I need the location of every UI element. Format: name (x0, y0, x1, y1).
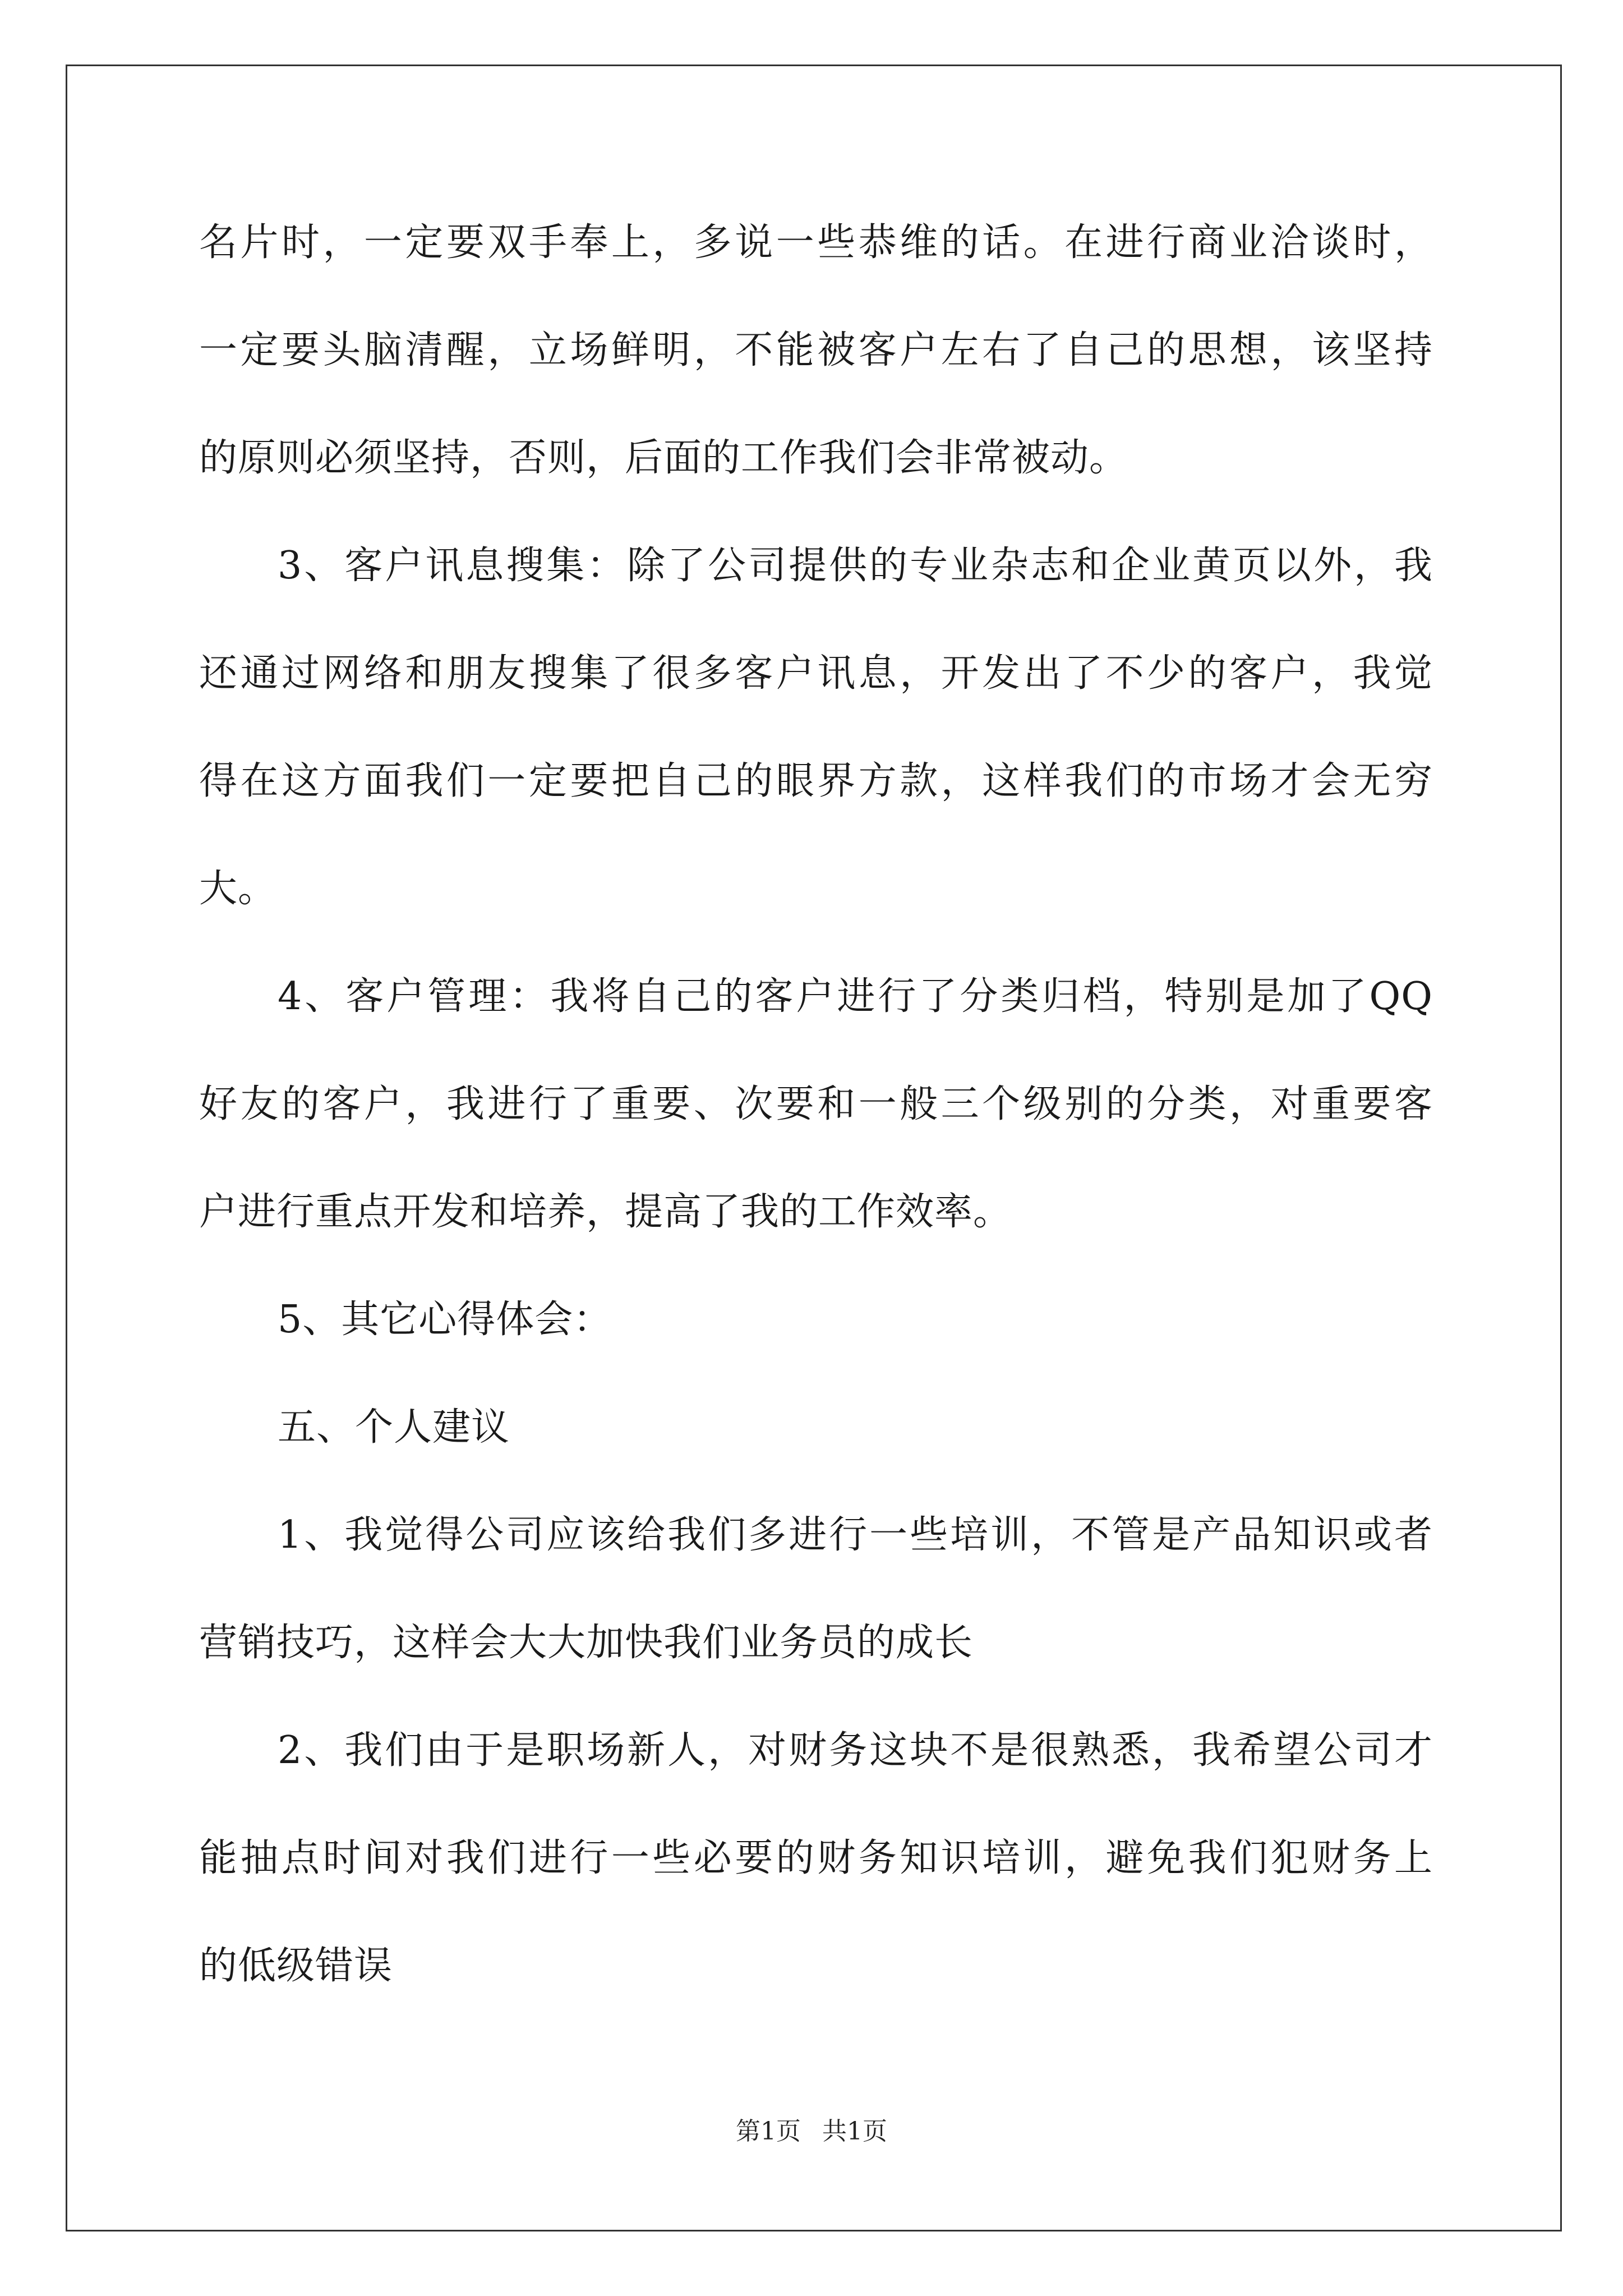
text-line: 户进行重点开发和培养，提高了我的工作效率。 (199, 1190, 1012, 1234)
text-line: 1、我觉得公司应该给我们多进行一些培训，不管是产品知识或者 (278, 1513, 1433, 1557)
page-footer (0, 2115, 1623, 2148)
text-line: 2、我们由于是职场新人，对财务这块不是很熟悉，我希望公司才 (278, 1728, 1433, 1773)
text-line: 得在这方面我们一定要把自己的眼界方款，这样我们的市场才会无穷 (199, 759, 1433, 803)
text-line: 能抽点时间对我们进行一些必要的财务知识培训，避免我们犯财务上 (199, 1836, 1433, 1880)
section-heading: 五、个人建议 (278, 1405, 510, 1450)
text-line: 的低级错误 (199, 1944, 393, 1988)
page-number: 第1页 (736, 2117, 801, 2146)
page-total: 共1页 (822, 2117, 887, 2146)
document-body (199, 216, 1433, 2047)
text-line: 营销技巧，这样会大大加快我们业务员的成长 (199, 1621, 974, 1665)
text-line: 名片时，一定要双手奉上，多说一些恭维的话。在进行商业洽谈时， (199, 220, 1433, 265)
text-line: 4、客户管理：我将自己的客户进行了分类归档，特别是加了QQ (278, 974, 1433, 1019)
text-line: 好友的客户，我进行了重要、次要和一般三个级别的分类，对重要客 (199, 1082, 1433, 1126)
text-line: 5、其它心得体会： (278, 1297, 612, 1342)
text-line: 3、客户讯息搜集：除了公司提供的专业杂志和企业黄页以外，我 (278, 544, 1433, 588)
text-line: 大。 (199, 867, 277, 911)
text-line: 的原则必须坚持，否则，后面的工作我们会非常被动。 (199, 436, 1128, 480)
text-line: 还通过网络和朋友搜集了很多客户讯息，开发出了不少的客户，我觉 (199, 651, 1433, 696)
text-line: 一定要头脑清醒，立场鲜明，不能被客户左右了自己的思想，该坚持 (199, 328, 1433, 372)
